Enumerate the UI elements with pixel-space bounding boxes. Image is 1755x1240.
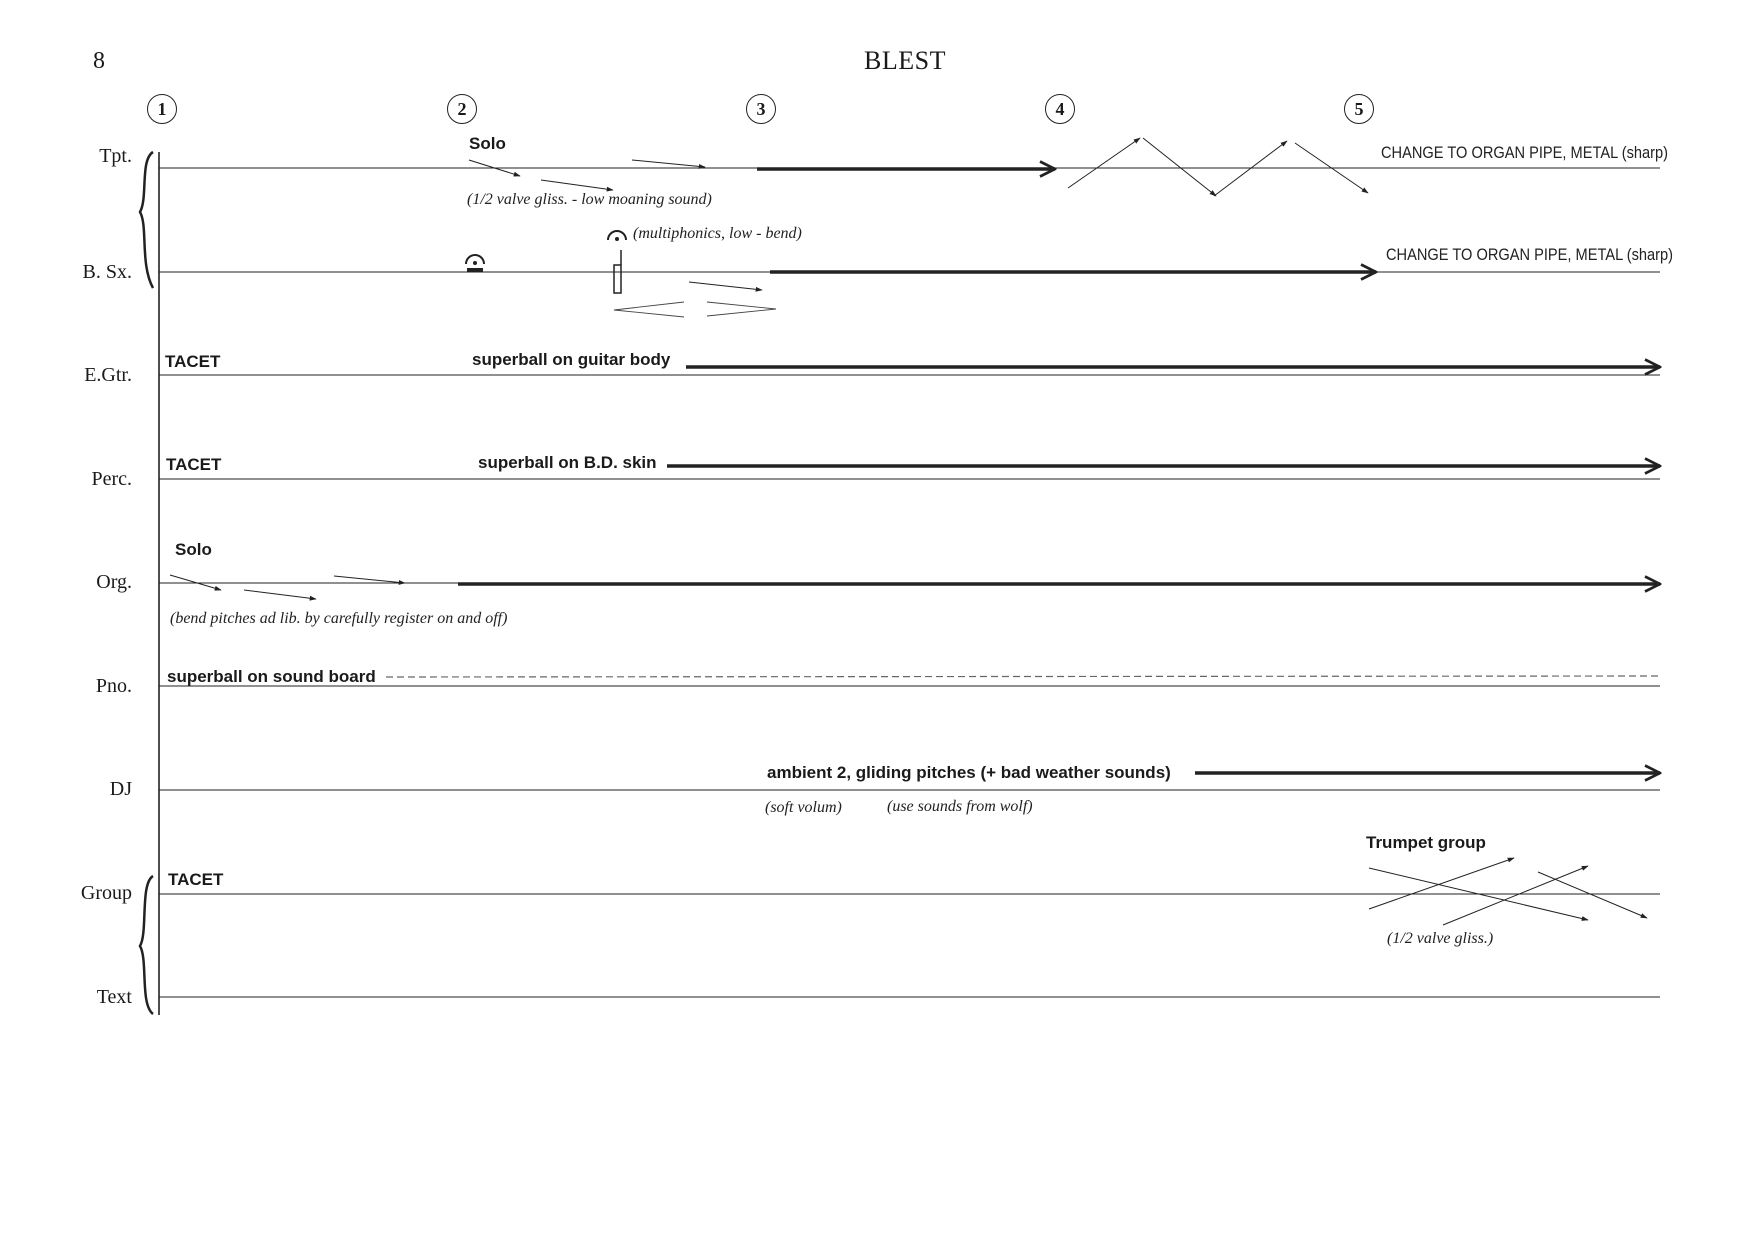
dj-instruction: ambient 2, gliding pitches (+ bad weather sounds) [767, 763, 1171, 782]
bsx-bend-arrow [689, 282, 762, 290]
egtr-tacet: TACET [165, 352, 221, 371]
org-gliss-arrow [244, 590, 316, 599]
bsx-decrescendo-hairpin [707, 302, 776, 316]
tpt-change-instruction: CHANGE TO ORGAN PIPE, METAL (sharp) [1381, 143, 1669, 162]
bsx-fermata-2 [608, 231, 626, 241]
tpt-gliss-arrow [632, 160, 705, 167]
tpt-zigzag-arrow [1068, 138, 1140, 188]
instrument-label-piano: Pno. [95, 675, 132, 697]
bsx-multiphonic-note [614, 265, 621, 293]
tpt-zigzag-arrow [1143, 138, 1216, 196]
egtr-instruction: superball on guitar body [472, 350, 671, 369]
score-title: BLEST [864, 46, 946, 75]
dj-sounds-note: (use sounds from wolf) [887, 798, 1033, 815]
page-number: 8 [93, 48, 105, 74]
tpt-gliss-note: (1/2 valve gliss. - low moaning sound) [467, 191, 712, 208]
group-tacet: TACET [168, 870, 224, 889]
perc-tacet: TACET [166, 455, 222, 474]
instrument-label-percussion: Perc. [91, 468, 132, 490]
rehearsal-mark-2: 2 [447, 94, 477, 124]
pno-dashed-line [386, 676, 1660, 677]
instrument-label-dj: DJ [109, 778, 132, 800]
instrument-label-organ: Org. [96, 571, 132, 593]
instrument-label-electric-guitar: E.Gtr. [84, 364, 132, 386]
org-gliss-arrow [334, 576, 405, 583]
instrument-label-group: Group [80, 882, 132, 904]
instrument-label-text: Text [96, 986, 132, 1008]
group-gliss-note: (1/2 valve gliss.) [1387, 930, 1494, 947]
org-bend-note: (bend pitches ad lib. by carefully register on and off) [170, 610, 508, 627]
dj-volume-note: (soft volum) [765, 799, 842, 816]
rehearsal-mark-5: 5 [1344, 94, 1374, 124]
instrument-label-bass-sax: B. Sx. [82, 261, 132, 283]
perc-instruction: superball on B.D. skin [478, 453, 657, 472]
tpt-solo-label: Solo [469, 134, 506, 153]
bsx-fermata-1 [466, 255, 484, 272]
org-solo-label: Solo [175, 540, 212, 559]
rehearsal-mark-3: 3 [746, 94, 776, 124]
brace-group-text [140, 876, 153, 1014]
pno-instruction: superball on sound board [167, 667, 376, 686]
tpt-gliss-arrow [541, 180, 613, 190]
rehearsal-mark-4: 4 [1045, 94, 1075, 124]
bsx-multiphonics-note: (multiphonics, low - bend) [633, 225, 802, 242]
instrument-label-trumpet: Tpt. [99, 145, 132, 167]
group-gliss-arrow [1369, 858, 1514, 909]
group-trumpet-label: Trumpet group [1366, 833, 1486, 852]
bsx-change-instruction: CHANGE TO ORGAN PIPE, METAL (sharp) [1386, 245, 1674, 264]
brace-tpt-bsx [140, 152, 153, 288]
rehearsal-mark-1: 1 [147, 94, 177, 124]
bsx-crescendo-hairpin [614, 302, 684, 317]
group-gliss-arrow [1538, 872, 1647, 918]
